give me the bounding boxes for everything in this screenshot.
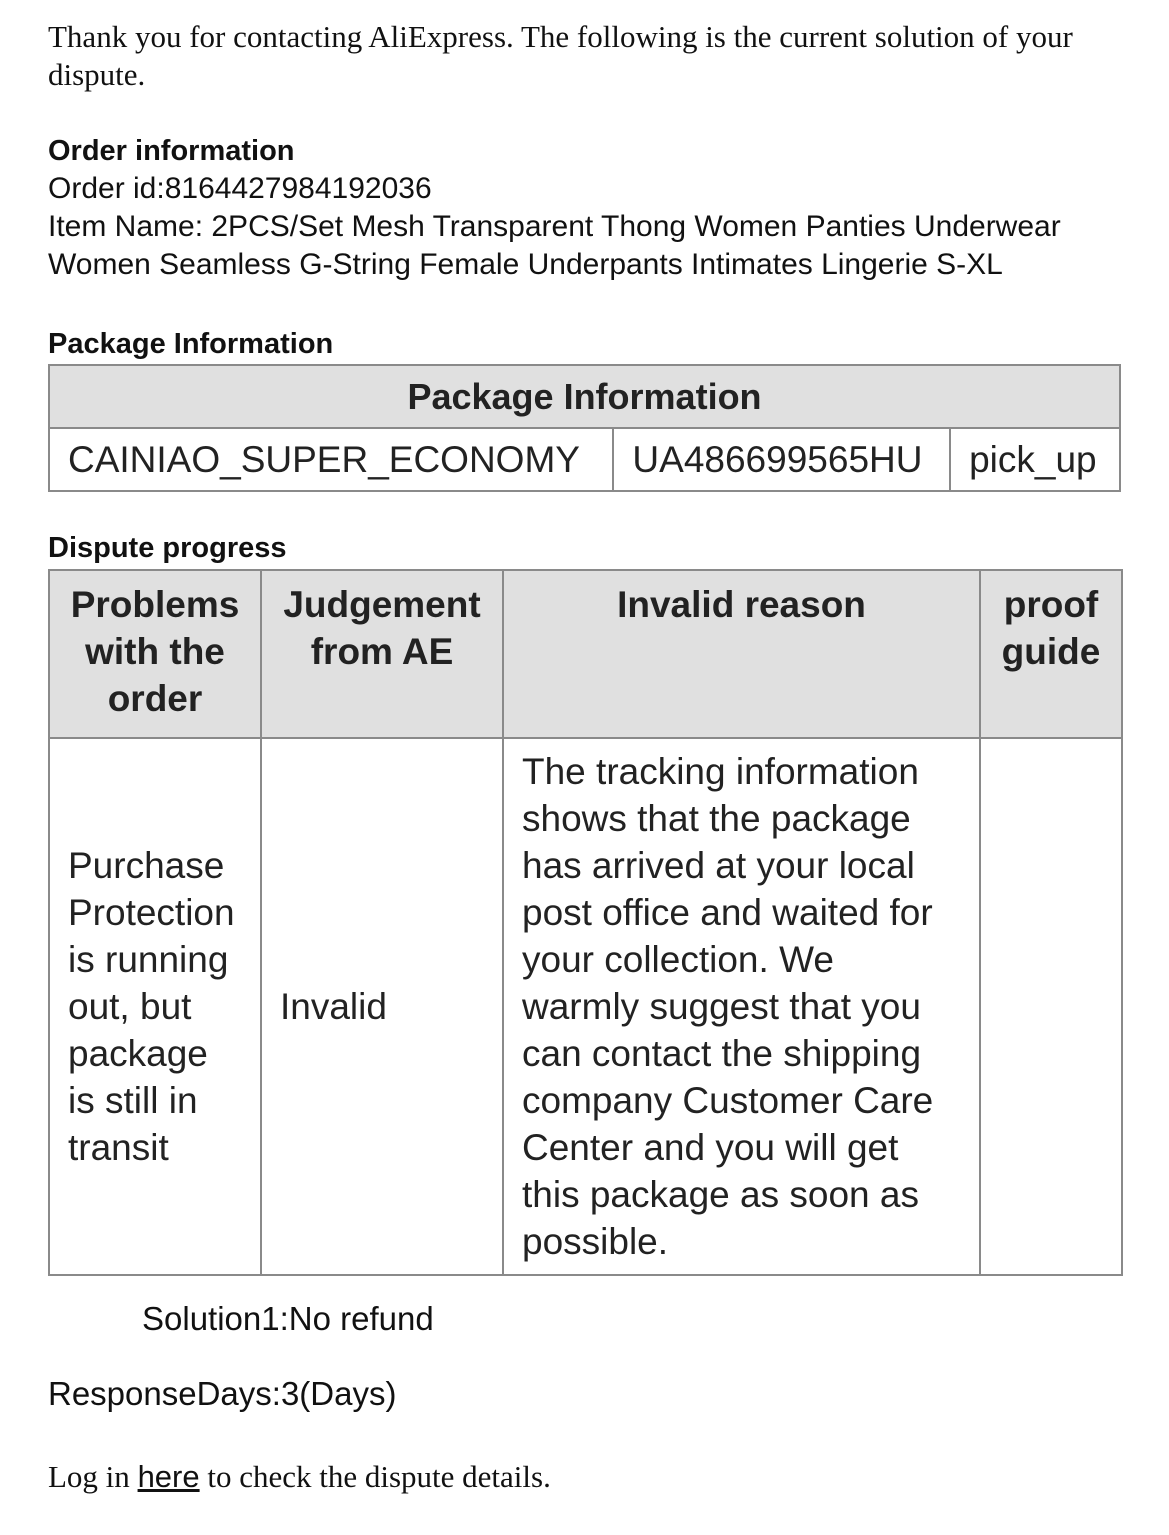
problem-cell: Purchase Protection is running out, but package is still in transit	[49, 738, 261, 1275]
carrier-cell: CAINIAO_SUPER_ECONOMY	[49, 428, 613, 491]
column-header-problems: Problems with the order	[49, 570, 261, 738]
package-status-cell: pick_up	[950, 428, 1120, 491]
column-header-judgement: Judgement from AE	[261, 570, 503, 738]
response-days-text: ResponseDays:3(Days)	[48, 1375, 397, 1412]
order-information	[48, 132, 1148, 284]
column-header-invalid-reason: Invalid reason	[503, 570, 980, 738]
intro-text: Thank you for contacting AliExpress. The following is the current solution of your dispute.	[48, 19, 1073, 92]
item-name: Item Name: 2PCS/Set Mesh Transparent Thong Women Panties Underwear Women Seamless G-String Female Underpants Intimates Lingerie S-XL	[48, 210, 1061, 281]
package-table-title: Package Information	[49, 365, 1120, 428]
tracking-number-cell: UA486699565HU	[613, 428, 950, 491]
solution-text: Solution1:No refund	[142, 1300, 434, 1337]
judgement-cell: Invalid	[261, 738, 503, 1275]
login-suffix: to check the dispute details.	[199, 1459, 551, 1494]
column-header-proof-guide: proof guide	[980, 570, 1122, 738]
table-row	[49, 738, 1122, 1275]
order-id: Order id:8164427984192036	[48, 172, 432, 205]
proof-guide-cell	[980, 738, 1122, 1275]
order-info-heading: Order information	[48, 135, 295, 167]
login-line	[48, 1456, 551, 1498]
package-table	[48, 364, 1121, 492]
login-prefix: Log in	[48, 1459, 138, 1494]
here-link[interactable]: here	[137, 1459, 200, 1494]
dispute-progress-heading: Dispute progress	[48, 532, 287, 564]
invalid-reason-cell: The tracking information shows that the package has arrived at your local post office and waited for your collection. We warmly suggest that you can contact the shipping company Customer Care Center and you will get this package as soon as possible.	[503, 738, 980, 1275]
package-info-heading: Package Information	[48, 328, 334, 360]
dispute-table	[48, 569, 1123, 1276]
